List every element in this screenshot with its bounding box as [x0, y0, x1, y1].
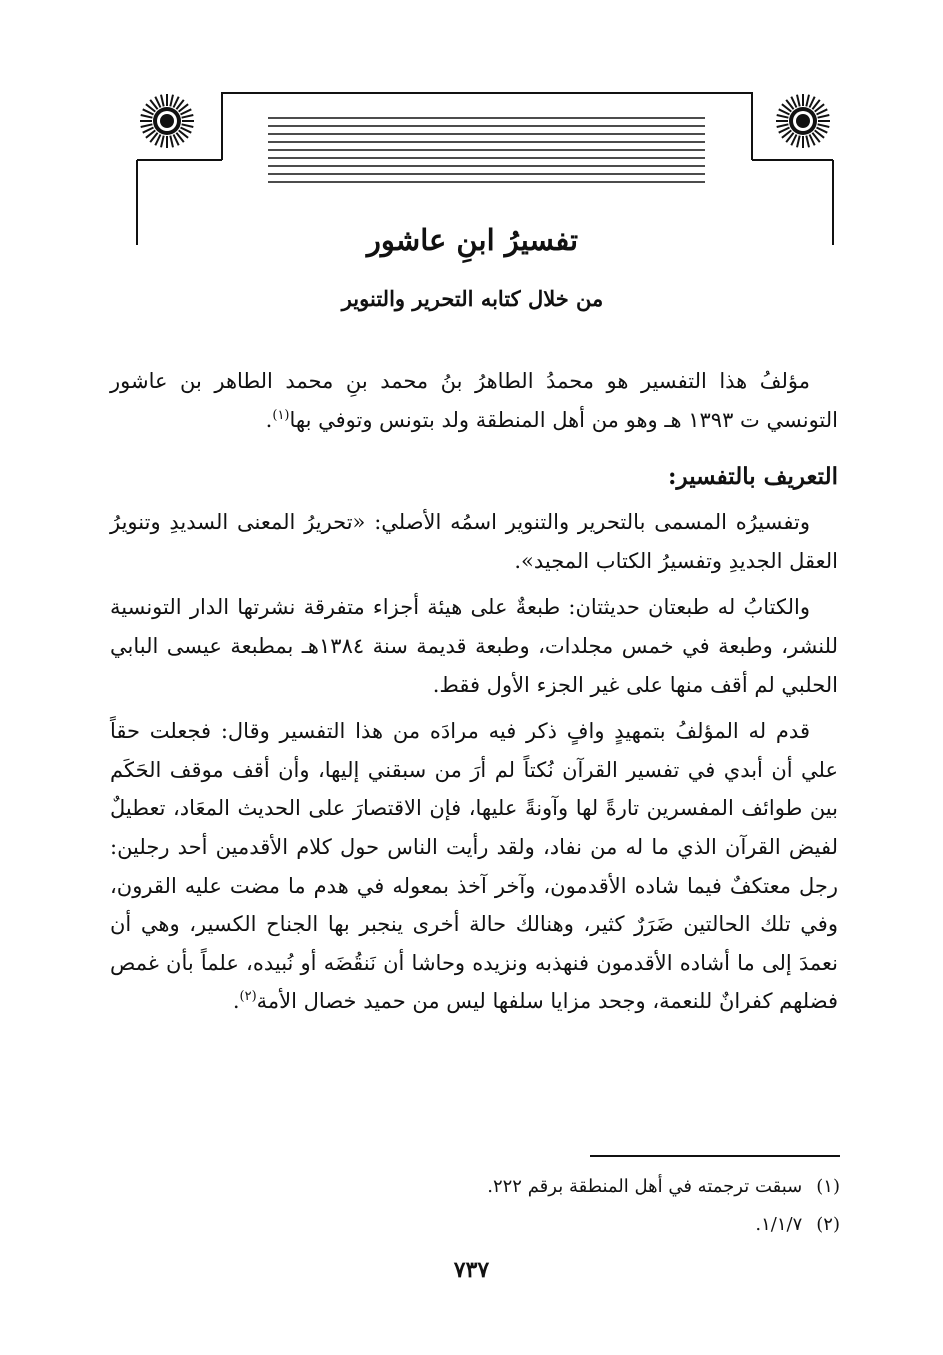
footnote-text: سبقت ترجمته في أهل المنطقة برقم ٢٢٢. [487, 1176, 803, 1197]
paragraph-introduction-text: قدم له المؤلفُ بتمهيدٍ وافٍ ذكر فيه مرادَه من هذا التفسير وقال: فجعلت حقاً علي أن أبدي في تفسير القرآن نُكتاً لم أرَ من سبقني إليها، وأن أقف موقف الحَكَم بين طوائف المفسرين تارةً لها وآونةً عليها، فإن الاقتصارَ على الحديث المعَاد، تعطيلٌ لفيض القرآن الذي ما له من نفاد، ولقد رأيت الناس حول كلام الأقدمين أحد رجلين: رجل معتكفٌ فيما شاده الأقدمون، وآخر آخذ بمعوله في هدم ما مضت عليه القرون، وفي تلك الحالتين ضَرَرٌ كثير، وهنالك حالة أخرى ينجبر بها الجناح الكسير، وهي أن نعمدَ إلى ما أشاده الأقدمون فنهذبه ونزيده وحاشا أن نَنقُضَه أو نُبيده، علماً بأن غمص فضلهم كفرانٌ للنعمة، وجحد مزايا سلفها ليس من حميد خصال الأمة [110, 719, 838, 1014]
sun-ornament-right [776, 94, 830, 148]
main-text [110, 362, 838, 1021]
paragraph-introduction [110, 712, 838, 1021]
footnote-number: (١) [816, 1176, 840, 1197]
footnote-text: ١/١/٧. [755, 1214, 803, 1235]
footnote-ref-1: (١) [272, 407, 290, 423]
footnote-ref-2: (٢) [239, 989, 257, 1005]
footnote-separator [590, 1155, 840, 1157]
footnote-1 [300, 1168, 840, 1206]
footnotes [300, 1168, 840, 1244]
paragraph-author-end: . [265, 407, 273, 432]
footnote-number: (٢) [816, 1214, 840, 1235]
sun-ornament-left [140, 94, 194, 148]
page-subtitle: من خلال كتابه التحرير والتنوير [341, 286, 604, 311]
footnote-2 [300, 1206, 840, 1244]
section-heading: التعريف بالتفسير: [668, 463, 838, 491]
paragraph-title-definition: وتفسيرُه المسمى بالتحرير والتنوير اسمُه الأصلي: «تحريرُ المعنى السديدِ وتنويرُ العقل الجديدِ وتفسيرُ الكتاب المجيد». [110, 510, 838, 573]
paragraph-author [110, 362, 838, 439]
header-rule-lines [268, 118, 705, 182]
page-number: ٧٣٧ [453, 1257, 490, 1283]
paragraph-editions: والكتابُ له طبعتان حديثتان: طبعةٌ على هيئة أجزاء متفرقة نشرتها الدار التونسية للنشر، وطبعة في خمس مجلدات، وطبعة قديمة سنة ١٣٨٤هـ بمطبعة عيسى البابي الحلبي لم أقف منها على غير الجزء الأول فقط. [110, 595, 838, 697]
page-title: تفسيرُ ابنِ عاشور [366, 223, 579, 257]
paragraph-author-text: مؤلفُ هذا التفسير هو محمدُ الطاهرُ بنُ محمد بنِ محمد الطاهر بن عاشور التونسي ت ١٣٩٣ هـ وهو من أهل المنطقة ولد بتونس وتوفي بها [110, 369, 838, 432]
paragraph-introduction-end: . [232, 989, 240, 1014]
